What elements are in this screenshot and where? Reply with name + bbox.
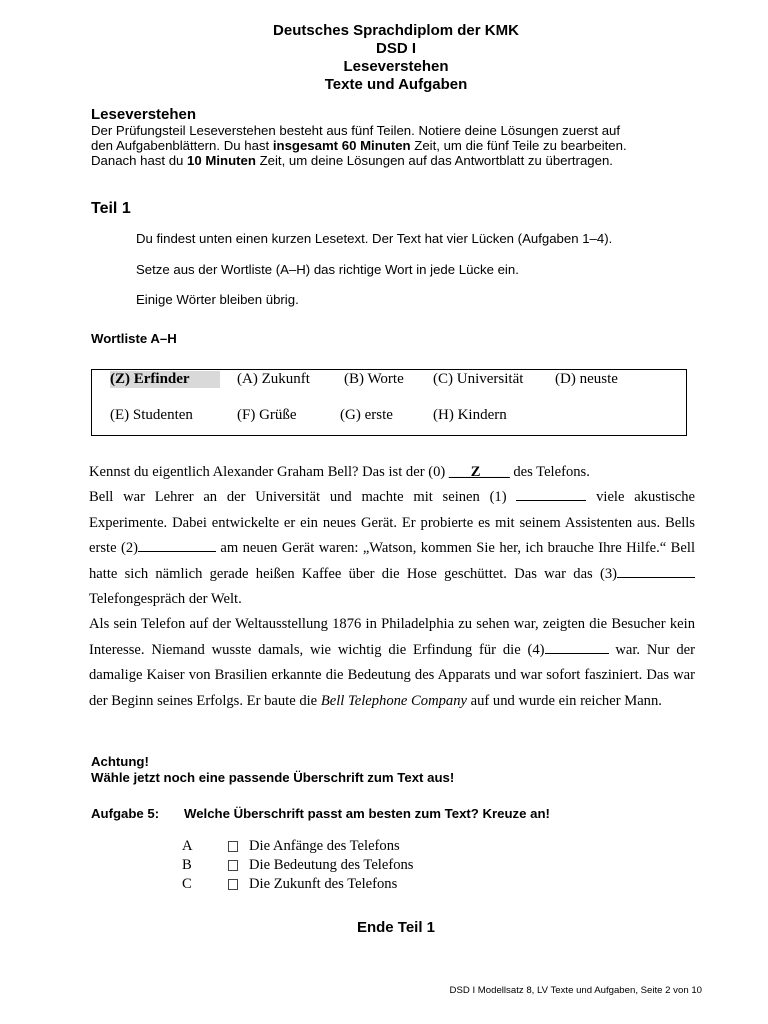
achtung-line-2: Wähle jetzt noch eine passende Überschrift zum Text aus!	[91, 770, 455, 785]
aufgabe-5-question: Welche Überschrift passt am besten zum Text? Kreuze an!	[184, 806, 550, 821]
intro-paragraph	[91, 123, 711, 168]
instruction-2: Setze aus der Wortliste (A–H) das richtige Wort in jede Lücke ein.	[136, 262, 519, 277]
word-c: (C) Universität	[433, 371, 524, 387]
word-h: (H) Kindern	[433, 407, 507, 423]
section-title: Leseverstehen	[91, 106, 197, 123]
option-b-checkbox[interactable]	[228, 860, 238, 871]
word-d: (D) neuste	[555, 371, 618, 387]
option-b-text: Die Bedeutung des Telefons	[249, 857, 414, 873]
gap-2[interactable]	[138, 538, 216, 552]
gap-4[interactable]	[545, 640, 609, 654]
intro-line-2a: den Aufgabenblättern. Du hast	[91, 138, 273, 153]
option-a-letter: A	[182, 838, 193, 854]
gap-1[interactable]	[516, 487, 586, 501]
end-marker: Ende Teil 1	[356, 919, 436, 936]
header-line-4: Texte und Aufgaben	[324, 76, 468, 93]
text-p3a: Als sein Telefon auf der Weltausstellung 1876 in Philadelphia zu sehen war, zeigten die Besucher kein Interesse. Niemand wusste damals, wie wichtig die Erfindung für die (4)	[89, 616, 695, 658]
intro-line-2c: Zeit, um die fünf Teile zu bearbeiten.	[410, 138, 627, 153]
aufgabe-5-label: Aufgabe 5:	[91, 806, 160, 821]
word-a: (A) Zukunft	[237, 371, 310, 387]
text-p1b: des Telefons.	[509, 464, 590, 480]
aufgabe-5	[91, 806, 550, 821]
text-p2d: Telefongespräch der Welt.	[89, 591, 242, 608]
word-g: (G) erste	[340, 407, 393, 423]
text-p2c: am neuen Gerät waren: „Watson, kommen Sie her, ich brauche Ihre Hilfe.“ Bell hatte sich nämlich gerade heißen Kaffee über die Hose geschüttet. Das war das (3)	[89, 540, 696, 582]
text-p3b: war. Nur der damalige Kaiser von Brasilien erkannte die Bedeutung des Apparats und war sofort fasziniert. Das war der Beginn seines Erfolgs. Er baute die	[89, 641, 695, 709]
word-b: (B) Worte	[344, 371, 404, 387]
option-b-letter: B	[182, 857, 192, 873]
wortliste-title: Wortliste A–H	[91, 331, 177, 346]
page-footer: DSD I Modellsatz 8, LV Texte und Aufgaben, Seite 2 von 10	[449, 985, 702, 996]
text-p2a: Bell war Lehrer an der Universität und machte mit seinen (1)	[89, 489, 517, 506]
text-p3c: auf und wurde ein reicher Mann.	[467, 692, 662, 709]
word-list-box	[91, 369, 687, 436]
intro-line-3a: Danach hast du	[91, 153, 188, 168]
option-a-checkbox[interactable]	[228, 841, 238, 852]
company-name: Bell Telephone Company	[320, 692, 467, 709]
gap-3[interactable]	[617, 564, 695, 578]
achtung-line-1: Achtung!	[91, 754, 149, 769]
word-e: (E) Studenten	[110, 407, 193, 423]
text-p2b: viele akustische Experimente. Dabei entwickelte er ein neues Gerät. Er probierte es mit seinem Assistenten aus. Bells erste (2)	[89, 489, 695, 557]
instruction-3: Einige Wörter bleiben übrig.	[136, 292, 299, 307]
example-answer: ___Z____	[448, 464, 510, 480]
option-c-text: Die Zukunft des Telefons	[249, 876, 398, 892]
option-c-letter: C	[182, 876, 192, 892]
header-line-3: Leseverstehen	[343, 58, 449, 75]
achtung-note	[91, 754, 454, 786]
option-c-checkbox[interactable]	[228, 879, 238, 890]
document-header	[0, 22, 768, 94]
header-line-1: Deutsches Sprachdiplom der KMK	[273, 22, 519, 39]
word-f: (F) Grüße	[237, 407, 297, 423]
header-line-2: DSD I	[375, 40, 416, 57]
text-p1a: Kennst du eigentlich Alexander Graham Bell? Das ist der (0)	[89, 464, 449, 480]
teil-title: Teil 1	[91, 200, 131, 217]
option-a-text: Die Anfänge des Telefons	[249, 838, 400, 854]
intro-line-1: Der Prüfungsteil Leseverstehen besteht aus fünf Teilen. Notiere deine Lösungen zuerst auf	[91, 123, 621, 138]
instruction-1: Du findest unten einen kurzen Lesetext. Der Text hat vier Lücken (Aufgaben 1–4).	[136, 231, 613, 246]
intro-line-3-bold: 10 Minuten	[187, 153, 256, 168]
reading-text	[89, 460, 695, 714]
intro-line-2-bold: insgesamt 60 Minuten	[272, 138, 411, 153]
intro-line-3c: Zeit, um deine Lösungen auf das Antwortblatt zu übertragen.	[255, 153, 613, 168]
word-z-example: (Z) Erfinder	[110, 371, 220, 388]
